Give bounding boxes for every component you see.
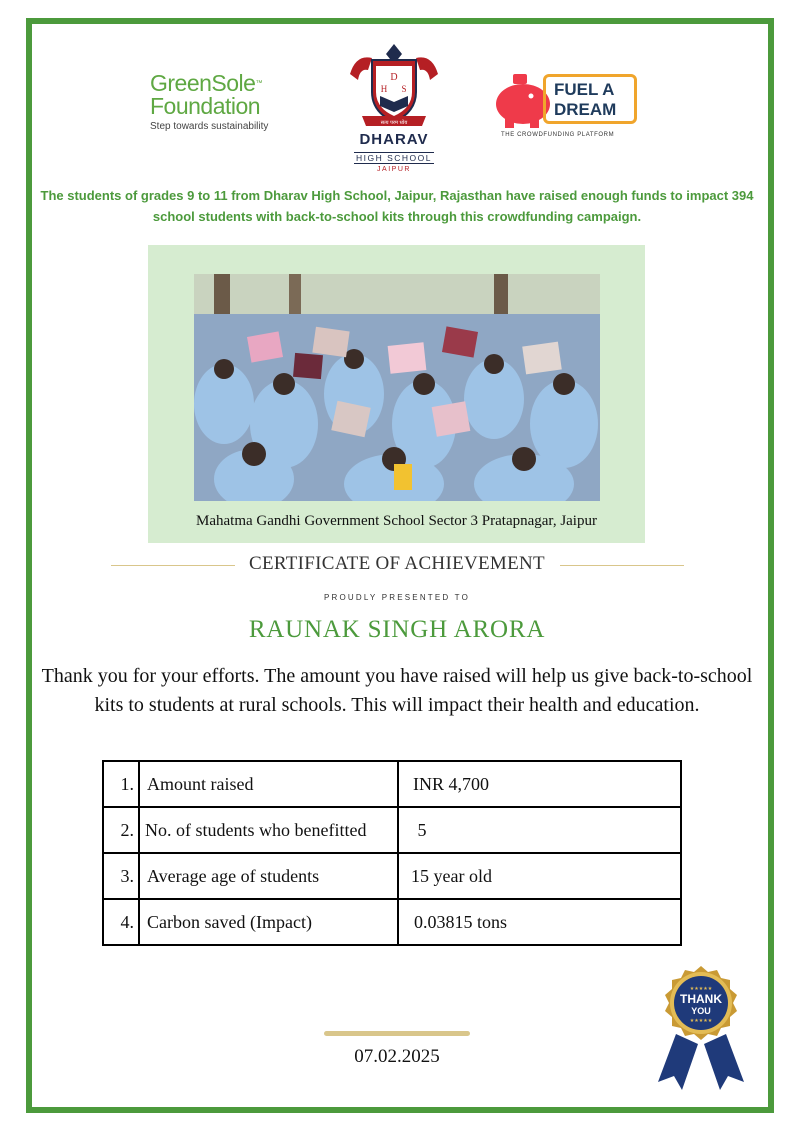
school-crest-icon bbox=[342, 40, 446, 128]
row-number: 4. bbox=[103, 899, 139, 945]
badge-stars-top: ★★★★★ bbox=[689, 986, 713, 992]
impact-table bbox=[102, 760, 682, 946]
row-number: 3. bbox=[103, 853, 139, 899]
row-value: 15 year old bbox=[398, 853, 681, 899]
badge-stars-bottom: ★★★★★ bbox=[689, 1018, 713, 1024]
school-name: DHARAV bbox=[359, 131, 429, 148]
crest-letter-d: D bbox=[390, 72, 398, 83]
students-with-school-bags-image bbox=[194, 274, 600, 501]
certificate-title: CERTIFICATE OF ACHIEVEMENT bbox=[249, 553, 545, 574]
trademark-symbol: ™ bbox=[255, 80, 262, 87]
title-rule-right bbox=[560, 565, 684, 566]
thank-you-message: Thank you for your efforts. The amount you have raised will help us give back-to-school kits to students at rural schools. This will impact their health and education. bbox=[41, 665, 753, 716]
table-row bbox=[103, 899, 681, 945]
row-value: 0.03815 tons bbox=[398, 899, 681, 945]
greensole-foundation-logo bbox=[150, 72, 300, 142]
certificate-date: 07.02.2025 bbox=[354, 1046, 440, 1067]
crest-letter-h: H bbox=[380, 84, 388, 94]
fuel-line1: FUEL A bbox=[554, 80, 615, 99]
photo-panel bbox=[148, 245, 645, 543]
row-number: 2. bbox=[103, 807, 139, 853]
presented-to-label: PROUDLY PRESENTED TO bbox=[323, 593, 471, 602]
crest-letter-s: S bbox=[401, 84, 407, 94]
students-photo bbox=[194, 274, 600, 501]
date-divider bbox=[324, 1031, 470, 1036]
fuel-line2: DREAM bbox=[554, 100, 617, 119]
recipient-name: RAUNAK SINGH ARORA bbox=[248, 616, 546, 643]
school-subtitle: HIGH SCHOOL bbox=[355, 153, 432, 163]
photo-caption: Mahatma Gandhi Government School Sector 3 Pratapnagar, Jaipur bbox=[196, 513, 597, 529]
table-row bbox=[103, 807, 681, 853]
school-city: JAIPUR bbox=[377, 166, 411, 173]
greensole-tagline: Step towards sustainability bbox=[150, 121, 269, 132]
intro-text: The students of grades 9 to 11 from Dharav High School, Jaipur, Rajasthan have raised enough funds to impact 394 school students with back-to-school kits through this crowdfunding campaign. bbox=[40, 188, 754, 224]
table-row bbox=[103, 761, 681, 807]
row-label: Amount raised bbox=[139, 761, 398, 807]
row-value: 5 bbox=[398, 807, 681, 853]
row-value: INR 4,700 bbox=[398, 761, 681, 807]
row-number: 1. bbox=[103, 761, 139, 807]
row-label: Average age of students bbox=[139, 853, 398, 899]
fuel-tagline: THE CROWDFUNDING PLATFORM bbox=[501, 132, 615, 138]
fuel-a-dream-logo bbox=[493, 68, 643, 142]
crest-motto: सत्य परम ध्येय bbox=[380, 120, 408, 126]
greensole-foundation-word: Foundation bbox=[150, 93, 261, 119]
award-ribbon-icon bbox=[648, 964, 754, 1092]
row-label: Carbon saved (Impact) bbox=[139, 899, 398, 945]
badge-line2: YOU bbox=[691, 1006, 711, 1016]
table-row bbox=[103, 853, 681, 899]
fuel-a-dream-wordmark bbox=[543, 74, 637, 124]
greensole-name: GreenSole bbox=[150, 70, 256, 96]
row-label: No. of students who benefitted bbox=[139, 807, 398, 853]
thank-you-badge bbox=[648, 964, 754, 1092]
dharav-high-school-logo bbox=[332, 40, 456, 173]
badge-line1: THANK bbox=[680, 992, 722, 1006]
